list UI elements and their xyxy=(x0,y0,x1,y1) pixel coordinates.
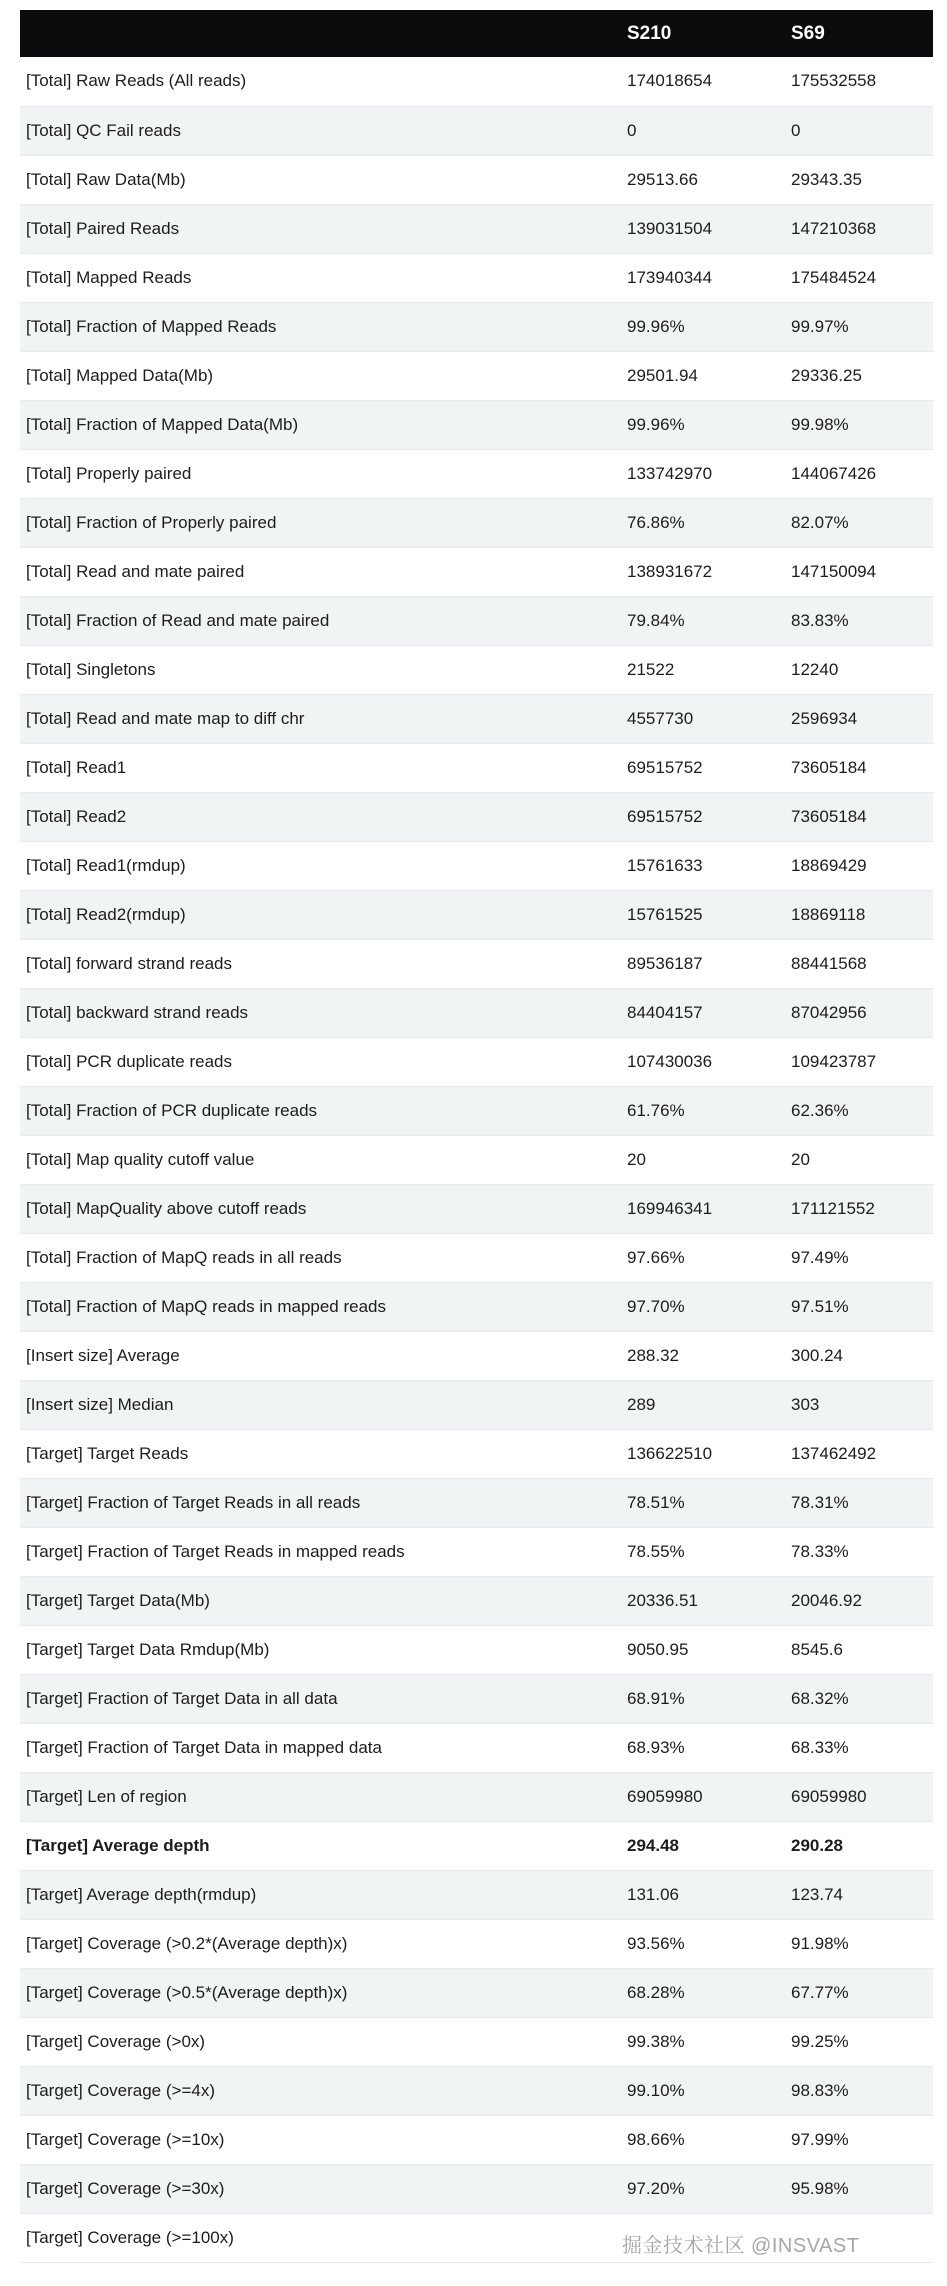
metric-label: [Total] backward strand reads xyxy=(20,988,625,1037)
metric-label: [Target] Target Data Rmdup(Mb) xyxy=(20,1625,625,1674)
metric-label: [Target] Fraction of Target Data in mapped data xyxy=(20,1723,625,1772)
s210-value: 68.91% xyxy=(625,1674,789,1723)
s69-value: 73605184 xyxy=(789,792,933,841)
s210-value: 15761525 xyxy=(625,890,789,939)
metric-label: [Target] Coverage (>0.5*(Average depth)x) xyxy=(20,1968,625,2017)
table-row xyxy=(20,1086,933,1135)
s69-value: 147210368 xyxy=(789,204,933,253)
s69-value: 2596934 xyxy=(789,694,933,743)
table-row xyxy=(20,1135,933,1184)
s69-value: 69059980 xyxy=(789,1772,933,1821)
s69-value: 97.99% xyxy=(789,2115,933,2164)
table-row xyxy=(20,1331,933,1380)
metric-label: [Target] Target Reads xyxy=(20,1429,625,1478)
s210-value: 99.38% xyxy=(625,2017,789,2066)
s210-value: 131.06 xyxy=(625,1870,789,1919)
header-row xyxy=(20,10,933,57)
s210-value: 97.20% xyxy=(625,2164,789,2213)
s210-value: 69515752 xyxy=(625,792,789,841)
metric-label: [Target] Coverage (>=4x) xyxy=(20,2066,625,2115)
table-row xyxy=(20,1674,933,1723)
table-row xyxy=(20,155,933,204)
table-row xyxy=(20,1380,933,1429)
metric-label: [Total] Raw Reads (All reads) xyxy=(20,57,625,106)
metric-label: [Total] forward strand reads xyxy=(20,939,625,988)
s69-value: 82.07% xyxy=(789,498,933,547)
metric-label: [Total] Mapped Data(Mb) xyxy=(20,351,625,400)
table-row xyxy=(20,2066,933,2115)
metric-label: [Target] Coverage (>=100x) xyxy=(20,2213,625,2262)
table-row xyxy=(20,547,933,596)
watermark-text: 掘金技术社区 @INSVAST xyxy=(622,2235,860,2257)
table-header xyxy=(20,10,933,57)
table-row xyxy=(20,792,933,841)
s69-value: 99.98% xyxy=(789,400,933,449)
qc-metrics-table xyxy=(20,10,933,2263)
s69-value: 73605184 xyxy=(789,743,933,792)
table-row xyxy=(20,498,933,547)
s210-value: 133742970 xyxy=(625,449,789,498)
table-row xyxy=(20,1821,933,1870)
s69-value: 29343.35 xyxy=(789,155,933,204)
s69-value: 18869118 xyxy=(789,890,933,939)
table-row xyxy=(20,988,933,1037)
metric-label: [Target] Coverage (>=10x) xyxy=(20,2115,625,2164)
metric-label: [Target] Len of region xyxy=(20,1772,625,1821)
s69-value: 68.32% xyxy=(789,1674,933,1723)
metric-label: [Insert size] Average xyxy=(20,1331,625,1380)
s69-value: 88441568 xyxy=(789,939,933,988)
s210-value: 139031504 xyxy=(625,204,789,253)
metric-label: [Total] Raw Data(Mb) xyxy=(20,155,625,204)
s210-value: 9050.95 xyxy=(625,1625,789,1674)
s210-value: 29501.94 xyxy=(625,351,789,400)
table-row xyxy=(20,57,933,106)
column-header-s210: S210 xyxy=(625,10,789,57)
metric-label: [Total] Read and mate paired xyxy=(20,547,625,596)
table-row xyxy=(20,1968,933,2017)
table-row xyxy=(20,645,933,694)
s69-value: 98.83% xyxy=(789,2066,933,2115)
qc-report-table-container xyxy=(20,10,933,2263)
metric-label: [Target] Fraction of Target Data in all data xyxy=(20,1674,625,1723)
s69-value: 123.74 xyxy=(789,1870,933,1919)
s210-value: 173940344 xyxy=(625,253,789,302)
s69-value: 87042956 xyxy=(789,988,933,1037)
table-row xyxy=(20,400,933,449)
s69-value: 144067426 xyxy=(789,449,933,498)
table-row xyxy=(20,1625,933,1674)
metric-column-header xyxy=(20,10,625,57)
s210-value: 69515752 xyxy=(625,743,789,792)
s210-value: 20 xyxy=(625,1135,789,1184)
table-row xyxy=(20,1233,933,1282)
s210-value: 138931672 xyxy=(625,547,789,596)
s69-value xyxy=(789,2213,933,2262)
table-row xyxy=(20,1919,933,1968)
table-row xyxy=(20,1184,933,1233)
s210-value: 15761633 xyxy=(625,841,789,890)
s69-value: 0 xyxy=(789,106,933,155)
column-header-s69: S69 xyxy=(789,10,933,57)
table-row xyxy=(20,1429,933,1478)
s69-value: 95.98% xyxy=(789,2164,933,2213)
s69-value: 97.51% xyxy=(789,1282,933,1331)
s69-value: 175532558 xyxy=(789,57,933,106)
metric-label: [Total] Fraction of Properly paired xyxy=(20,498,625,547)
s69-value: 20046.92 xyxy=(789,1576,933,1625)
metric-label: [Total] PCR duplicate reads xyxy=(20,1037,625,1086)
metric-label: [Total] Singletons xyxy=(20,645,625,694)
s69-value: 20 xyxy=(789,1135,933,1184)
s69-value: 137462492 xyxy=(789,1429,933,1478)
s210-value: 76.86% xyxy=(625,498,789,547)
s210-value: 0 xyxy=(625,106,789,155)
table-body xyxy=(20,57,933,2262)
table-row xyxy=(20,841,933,890)
s210-value: 29513.66 xyxy=(625,155,789,204)
table-row xyxy=(20,351,933,400)
s210-value: 174018654 xyxy=(625,57,789,106)
table-row xyxy=(20,1478,933,1527)
s210-value: 61.76% xyxy=(625,1086,789,1135)
s210-value: 68.93% xyxy=(625,1723,789,1772)
s210-value: 89536187 xyxy=(625,939,789,988)
s210-value: 294.48 xyxy=(625,1821,789,1870)
s210-value: 107430036 xyxy=(625,1037,789,1086)
metric-label: [Insert size] Median xyxy=(20,1380,625,1429)
s69-value: 68.33% xyxy=(789,1723,933,1772)
s69-value: 109423787 xyxy=(789,1037,933,1086)
s210-value: 99.10% xyxy=(625,2066,789,2115)
s210-value: 21522 xyxy=(625,645,789,694)
s69-value: 78.31% xyxy=(789,1478,933,1527)
s69-value: 8545.6 xyxy=(789,1625,933,1674)
metric-label: [Total] Map quality cutoff value xyxy=(20,1135,625,1184)
metric-label: [Target] Coverage (>=30x) xyxy=(20,2164,625,2213)
table-row xyxy=(20,253,933,302)
s210-value: 98.66% xyxy=(625,2115,789,2164)
s210-value: 97.66% xyxy=(625,1233,789,1282)
metric-label: [Total] Properly paired xyxy=(20,449,625,498)
s69-value: 78.33% xyxy=(789,1527,933,1576)
s210-value: 99.96% xyxy=(625,302,789,351)
table-row xyxy=(20,743,933,792)
metric-label: [Total] Read1(rmdup) xyxy=(20,841,625,890)
table-row xyxy=(20,1870,933,1919)
s210-value: 99.96% xyxy=(625,400,789,449)
metric-label: [Total] Fraction of PCR duplicate reads xyxy=(20,1086,625,1135)
s69-value: 97.49% xyxy=(789,1233,933,1282)
table-row xyxy=(20,302,933,351)
s69-value: 91.98% xyxy=(789,1919,933,1968)
s69-value: 171121552 xyxy=(789,1184,933,1233)
s69-value: 18869429 xyxy=(789,841,933,890)
s69-value: 83.83% xyxy=(789,596,933,645)
s210-value: 4557730 xyxy=(625,694,789,743)
s69-value: 99.25% xyxy=(789,2017,933,2066)
metric-label: [Target] Average depth xyxy=(20,1821,625,1870)
table-row xyxy=(20,2017,933,2066)
s210-value: 69059980 xyxy=(625,1772,789,1821)
metric-label: [Total] Fraction of Mapped Data(Mb) xyxy=(20,400,625,449)
s69-value: 300.24 xyxy=(789,1331,933,1380)
metric-label: [Target] Target Data(Mb) xyxy=(20,1576,625,1625)
s210-value: 169946341 xyxy=(625,1184,789,1233)
metric-label: [Total] Read1 xyxy=(20,743,625,792)
s69-value: 303 xyxy=(789,1380,933,1429)
s210-value: 84404157 xyxy=(625,988,789,1037)
s210-value: 68.28% xyxy=(625,1968,789,2017)
s69-value: 62.36% xyxy=(789,1086,933,1135)
s210-value: 78.51% xyxy=(625,1478,789,1527)
table-row xyxy=(20,1527,933,1576)
s210-value: 20336.51 xyxy=(625,1576,789,1625)
table-row xyxy=(20,1282,933,1331)
table-row xyxy=(20,596,933,645)
s210-value: 93.56% xyxy=(625,1919,789,1968)
s210-value: 289 xyxy=(625,1380,789,1429)
metric-label: [Total] Fraction of MapQ reads in mapped reads xyxy=(20,1282,625,1331)
metric-label: [Total] Fraction of Mapped Reads xyxy=(20,302,625,351)
table-row xyxy=(20,106,933,155)
table-row xyxy=(20,2213,933,2262)
s69-value: 12240 xyxy=(789,645,933,694)
metric-label: [Target] Coverage (>0x) xyxy=(20,2017,625,2066)
table-row xyxy=(20,890,933,939)
table-row xyxy=(20,2164,933,2213)
table-row xyxy=(20,1037,933,1086)
s210-value: 136622510 xyxy=(625,1429,789,1478)
metric-label: [Total] Read2 xyxy=(20,792,625,841)
metric-label: [Total] Read and mate map to diff chr xyxy=(20,694,625,743)
table-row xyxy=(20,449,933,498)
table-row xyxy=(20,939,933,988)
s69-value: 99.97% xyxy=(789,302,933,351)
s210-value: 97.70% xyxy=(625,1282,789,1331)
s69-value: 29336.25 xyxy=(789,351,933,400)
s210-value: 78.55% xyxy=(625,1527,789,1576)
metric-label: [Target] Fraction of Target Reads in all reads xyxy=(20,1478,625,1527)
table-row xyxy=(20,204,933,253)
metric-label: [Total] Mapped Reads xyxy=(20,253,625,302)
metric-label: [Target] Fraction of Target Reads in mapped reads xyxy=(20,1527,625,1576)
metric-label: [Target] Coverage (>0.2*(Average depth)x) xyxy=(20,1919,625,1968)
s69-value: 290.28 xyxy=(789,1821,933,1870)
table-row xyxy=(20,1576,933,1625)
s210-value: 79.84% xyxy=(625,596,789,645)
s69-value: 175484524 xyxy=(789,253,933,302)
metric-label: [Total] Fraction of Read and mate paired xyxy=(20,596,625,645)
metric-label: [Total] QC Fail reads xyxy=(20,106,625,155)
metric-label: [Target] Average depth(rmdup) xyxy=(20,1870,625,1919)
metric-label: [Total] Read2(rmdup) xyxy=(20,890,625,939)
table-row xyxy=(20,694,933,743)
s69-value: 67.77% xyxy=(789,1968,933,2017)
table-row xyxy=(20,1772,933,1821)
s210-value: 288.32 xyxy=(625,1331,789,1380)
metric-label: [Total] Paired Reads xyxy=(20,204,625,253)
s69-value: 147150094 xyxy=(789,547,933,596)
s210-value xyxy=(625,2213,789,2262)
metric-label: [Total] Fraction of MapQ reads in all reads xyxy=(20,1233,625,1282)
metric-label: [Total] MapQuality above cutoff reads xyxy=(20,1184,625,1233)
table-row xyxy=(20,2115,933,2164)
table-row xyxy=(20,1723,933,1772)
